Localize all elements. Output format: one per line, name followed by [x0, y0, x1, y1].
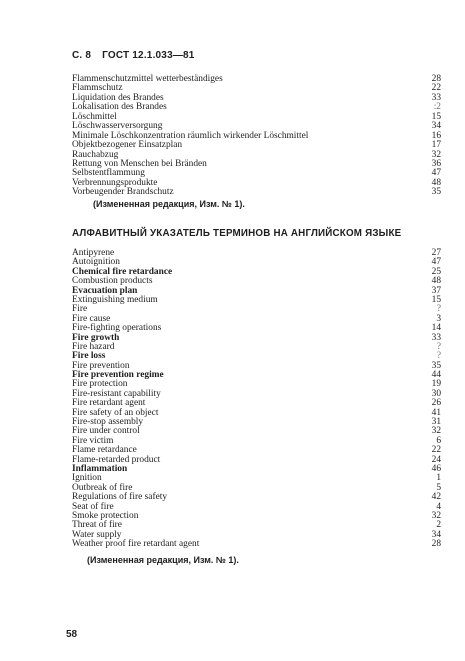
english-term-number: 14: [431, 323, 441, 334]
german-term-number: 34: [431, 121, 441, 132]
english-term-number: ?: [436, 304, 441, 315]
english-term: Threat of fire: [72, 520, 122, 531]
english-term-number: 1: [436, 473, 441, 484]
english-term-number: 3: [436, 313, 441, 324]
english-term: Flame retardance: [72, 445, 137, 456]
english-term: Autoignition: [72, 257, 120, 268]
english-term: Antipyrene: [72, 248, 115, 258]
german-term-number: 15: [431, 111, 441, 122]
english-term: Ignition: [72, 473, 102, 484]
english-term: Smoke protection: [72, 510, 139, 521]
english-term-number: 28: [431, 539, 441, 550]
english-term-number: 33: [431, 332, 441, 343]
english-term: Water supply: [72, 529, 122, 540]
german-term-number: 48: [431, 177, 441, 188]
german-index-entry: [72, 141, 441, 150]
german-term: Flammenschutzmittel wetterbeständiges: [72, 74, 223, 84]
english-term-number: 24: [431, 454, 441, 465]
english-term: Fire under control: [72, 426, 140, 437]
english-term: Regulations of fire safety: [72, 492, 168, 503]
english-term: Fire-fighting operations: [72, 323, 162, 334]
german-index-entry: [72, 188, 441, 197]
english-term-number: 31: [431, 417, 441, 428]
german-term: Verbrennungsprodukte: [72, 177, 158, 188]
english-term-number: 26: [431, 398, 441, 409]
english-term: Flame-retarded product: [72, 454, 161, 465]
german-term: Rauchabzug: [72, 149, 119, 160]
english-term-number: 48: [431, 276, 441, 287]
german-index-entry: [72, 103, 441, 112]
english-index-title: АЛФАВИТНЫЙ УКАЗАТЕЛЬ ТЕРМИНОВ НА АНГЛИЙСКОМ ЯЗЫКЕ: [72, 228, 402, 239]
english-term-number: 4: [436, 501, 441, 512]
english-term: Fire safety of an object: [72, 407, 159, 418]
english-term-number: ?: [436, 341, 441, 352]
english-term: Extinguishing medium: [72, 294, 158, 305]
english-index-entry: [72, 324, 441, 333]
english-term: Fire growth: [72, 332, 120, 343]
english-term-number: 6: [436, 435, 441, 446]
english-term: Combustion products: [72, 276, 153, 287]
english-term-number: 41: [431, 407, 441, 418]
english-term-number: 32: [431, 426, 441, 437]
english-index-entry: [72, 334, 441, 343]
english-term-number: 44: [431, 370, 441, 381]
english-index-entry: [72, 427, 441, 436]
english-index-entry: [72, 371, 441, 380]
english-index-entry: [72, 512, 441, 521]
english-term: Fire cause: [72, 313, 111, 324]
english-term-index: [72, 249, 441, 550]
english-index-entry: [72, 305, 441, 314]
page-marker: С. 8: [72, 50, 92, 61]
english-term-number: 34: [431, 529, 441, 540]
english-term: Inflammation: [72, 463, 128, 474]
german-term: Liquidation des Brandes: [72, 92, 164, 103]
english-term-number: 47: [431, 257, 441, 268]
german-term-number: :2: [433, 102, 441, 113]
english-term-number: 27: [431, 248, 441, 258]
english-term: Evacuation plan: [72, 285, 138, 296]
german-term-number: 16: [431, 130, 441, 141]
english-term: Fire prevention regime: [72, 370, 164, 381]
german-term-number: 33: [431, 92, 441, 103]
english-term-number: 22: [431, 445, 441, 456]
german-index-entry: [72, 75, 441, 84]
german-term: Objektbezogener Einsatzplan: [72, 140, 183, 151]
english-term: Fire loss: [72, 351, 106, 362]
english-term-number: 46: [431, 463, 441, 474]
german-term: Lokalisation des Brandes: [72, 102, 167, 113]
english-term: Fire victim: [72, 435, 114, 446]
english-term: Chemical fire retardance: [72, 266, 173, 277]
german-term-number: 17: [431, 140, 441, 151]
german-term: Minimale Löschkonzentration räumlich wirkender Löschmittel: [72, 130, 309, 141]
page-header: [72, 50, 203, 61]
german-term-number: 35: [431, 187, 441, 198]
english-term: Outbreak of fire: [72, 482, 133, 493]
english-term: Fire retardant agent: [72, 398, 146, 409]
english-term-number: 25: [431, 266, 441, 277]
english-term: Weather proof fire retardant agent: [72, 539, 200, 550]
page-number: 58: [66, 629, 78, 640]
english-index-entry: [72, 493, 441, 502]
english-term-number: 32: [431, 510, 441, 521]
german-term: Löschwasserversorgung: [72, 121, 163, 132]
english-index-entry: [72, 296, 441, 305]
standard-code: ГОСТ 12.1.033—81: [102, 50, 195, 61]
german-term-number: 36: [431, 158, 441, 169]
english-term: Fire protection: [72, 379, 128, 390]
english-term: Fire-stop assembly: [72, 417, 144, 428]
revision-note: (Измененная редакция, Изм. № 1).: [93, 199, 245, 209]
german-term: Flammschutz: [72, 83, 123, 94]
german-term-index: [72, 75, 441, 198]
german-term-number: 32: [431, 149, 441, 160]
english-term-number: 35: [431, 360, 441, 371]
english-index-entry: [72, 465, 441, 474]
english-term-number: 30: [431, 388, 441, 399]
english-term: Fire hazard: [72, 341, 115, 352]
german-term-number: 47: [431, 168, 441, 179]
german-term: Vorbeugender Brandschutz: [72, 187, 174, 198]
revision-note-2: (Измененная редакция, Изм. № 1).: [87, 555, 239, 565]
german-term-number: 28: [431, 74, 441, 84]
english-index-entry: [72, 540, 441, 549]
english-term-number: 2: [436, 520, 441, 531]
english-term-number: 42: [431, 492, 441, 503]
english-term: Fire: [72, 304, 88, 315]
english-term-number: ?: [436, 351, 441, 362]
german-term-number: 22: [431, 83, 441, 94]
english-term: Fire-resistant capability: [72, 388, 161, 399]
english-index-entry: [72, 249, 441, 258]
english-index-entry: [72, 521, 441, 530]
german-term: Löschmittel: [72, 111, 117, 122]
english-term-number: 19: [431, 379, 441, 390]
english-term-number: 5: [436, 482, 441, 493]
english-term-number: 15: [431, 294, 441, 305]
english-index-entry: [72, 343, 441, 352]
english-term: Fire prevention: [72, 360, 130, 371]
german-term: Rettung von Menschen bei Bränden: [72, 158, 207, 169]
german-term: Selbstentflammung: [72, 168, 145, 179]
english-term: Seat of fire: [72, 501, 114, 512]
english-term-number: 37: [431, 285, 441, 296]
english-index-entry: [72, 456, 441, 465]
